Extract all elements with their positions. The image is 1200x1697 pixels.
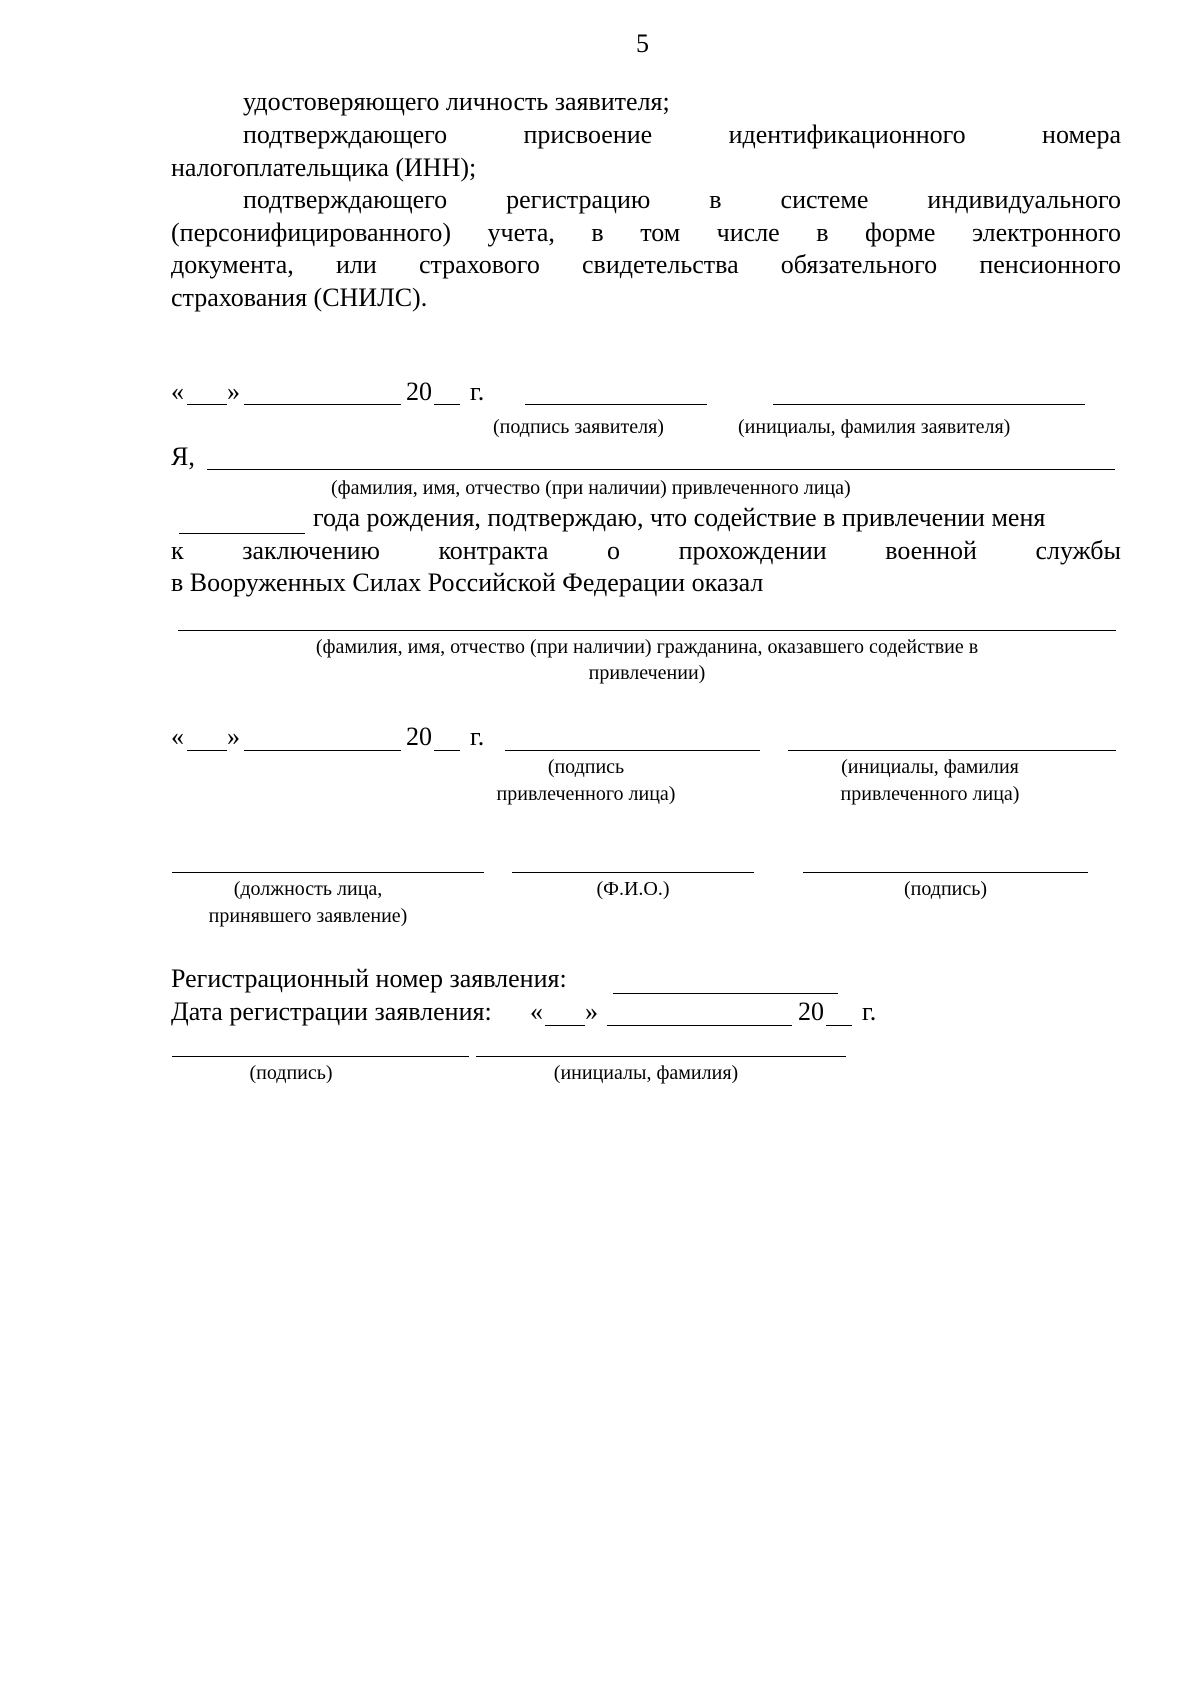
year-suffix-3: г. — [862, 997, 877, 1026]
date-close-quote-3: » — [585, 997, 598, 1026]
doc-snils-line: подтверждающего регистрацию в системе индивидуального — [243, 185, 1121, 214]
month-blank-3[interactable] — [607, 1025, 792, 1026]
registration-number-label: Регистрационный номер заявления: — [171, 964, 567, 993]
applicant-signature-blank[interactable] — [525, 404, 707, 405]
forces-line: в Вооруженных Силах Российской Федерации оказал — [171, 568, 764, 597]
contract-line: к заключению контракта о прохождении военной службы — [171, 536, 1121, 565]
doc-inn-line-2: налогоплательщика (ИНН); — [171, 153, 477, 182]
year-prefix-3: 20 — [798, 997, 824, 1026]
month-blank-2[interactable] — [244, 750, 401, 751]
year-prefix: 20 — [406, 377, 432, 406]
registrar-name-blank[interactable] — [476, 1056, 846, 1057]
year-blank-2[interactable] — [434, 750, 460, 751]
registration-date-label: Дата регистрации заявления: — [171, 997, 492, 1026]
applicant-name-caption: (инициалы, фамилия заявителя) — [738, 416, 1011, 438]
day-blank-2[interactable] — [187, 750, 227, 751]
year-suffix-2: г. — [470, 722, 485, 751]
applicant-name-blank[interactable] — [773, 404, 1085, 405]
doc-snils-line-4: страхования (СНИЛС). — [171, 283, 428, 312]
day-blank-3[interactable] — [545, 1025, 585, 1026]
year-blank[interactable] — [434, 404, 460, 405]
date-close-quote: » — [227, 377, 240, 406]
attracted-name-caption: (инициалы, фамилия — [841, 756, 1019, 778]
attracted-name-blank[interactable] — [788, 750, 1116, 751]
registration-number-blank[interactable] — [613, 993, 838, 994]
attracted-signature-blank[interactable] — [505, 750, 760, 751]
month-blank[interactable] — [244, 404, 401, 405]
applicant-signature-caption: (подпись заявителя) — [493, 416, 664, 438]
doc-snils-line-2: (персонифицированного) учета, в том числе в форме электронного — [171, 218, 1121, 247]
official-signature-caption: (подпись) — [903, 878, 988, 900]
date-close-quote-2: » — [227, 722, 240, 751]
doc-inn-line: подтверждающего присвоение идентификационного номера — [243, 120, 1121, 149]
attracted-fio-blank[interactable] — [207, 469, 1115, 470]
registrar-name-caption: (инициалы, фамилия) — [553, 1062, 739, 1084]
birth-year-text: года рождения, подтверждаю, что содействие в привлечении меня — [313, 503, 1046, 532]
official-fio-blank[interactable] — [512, 872, 754, 873]
year-blank-3[interactable] — [826, 1025, 852, 1026]
official-signature-blank[interactable] — [803, 872, 1088, 873]
helper-fio-blank[interactable] — [178, 630, 1116, 631]
year-suffix: г. — [470, 377, 485, 406]
page-number: 5 — [636, 29, 649, 58]
attracted-signature-caption-2: привлеченного лица) — [496, 783, 676, 805]
official-fio-caption: (Ф.И.О.) — [596, 878, 670, 900]
doc-snils-line-3: документа, или страхового свидетельства обязательного пенсионного — [171, 250, 1121, 279]
helper-fio-caption: (фамилия, имя, отчество (при наличии) гражданина, оказавшего содействие в — [315, 636, 979, 658]
date-open-quote-3: « — [530, 997, 543, 1026]
official-position-caption: (должность лица, — [233, 878, 383, 900]
registrar-signature-caption: (подпись) — [249, 1062, 333, 1084]
official-position-caption-2: принявшего заявление) — [208, 905, 408, 927]
ya-label: Я, — [171, 442, 195, 471]
date-open-quote-2: « — [171, 722, 184, 751]
doc-identity-line: удостоверяющего личность заявителя; — [243, 87, 670, 116]
year-prefix-2: 20 — [406, 722, 432, 751]
official-position-blank[interactable] — [172, 872, 484, 873]
day-blank[interactable] — [187, 404, 227, 405]
registrar-signature-blank[interactable] — [172, 1056, 469, 1057]
attracted-signature-caption: (подпись — [547, 756, 625, 778]
birth-year-blank[interactable] — [179, 533, 305, 534]
attracted-name-caption-2: привлеченного лица) — [840, 783, 1020, 805]
date-open-quote: « — [171, 377, 184, 406]
helper-fio-caption-2: привлечении) — [588, 662, 706, 684]
attracted-fio-caption: (фамилия, имя, отчество (при наличии) привлеченного лица) — [331, 477, 851, 499]
